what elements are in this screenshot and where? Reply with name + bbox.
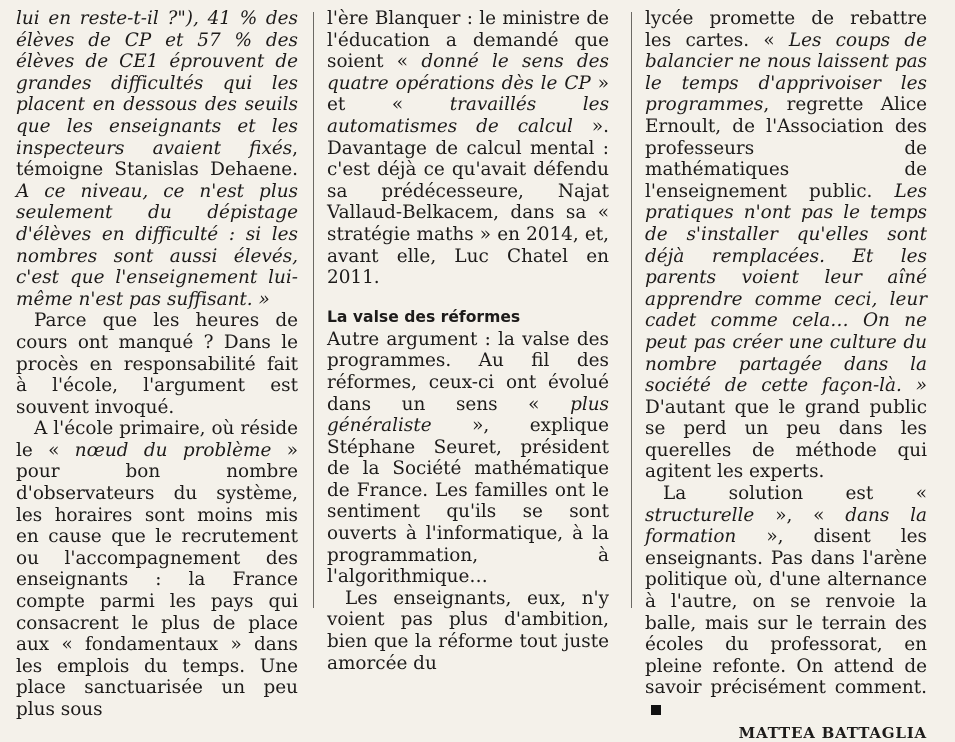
paragraph <box>16 310 298 418</box>
text-segment: l'ère Blanquer : le ministre de l'éducation a demandé que soient « <box>327 8 609 73</box>
author-byline: MATTEA BATTAGLIA <box>738 723 927 742</box>
text-segment: », disent les enseignants. Pas dans l'arène politique où, d'une alternance à l'autre, on se renvoie la balle, mais sur le terrain des écoles du professorat, en pleine refonte. On attend de savoir précisément comment. <box>645 526 927 699</box>
text-segment: , regrette Alice Ernoult, de l'Association des professeurs de mathématiques de l'enseignement public. <box>645 94 927 202</box>
end-of-article-square-icon <box>651 705 661 715</box>
column-divider-2 <box>631 12 632 608</box>
text-segment: Les pratiques n'ont pas le temps de s'installer qu'elles sont déjà remplacées. Et les parents voient leur aîné apprendre comme ceci, leur cadet comme cela… On ne peut pas créer une culture du nombre partagée dans la société de cette façon-là. » <box>645 180 927 397</box>
article-column-2 <box>327 8 609 674</box>
text-segment: Autre argument : la valse des programmes. Au fil des réformes, ceux-ci ont évolué dans un sens « <box>327 328 609 415</box>
text-segment: dans la formation <box>645 504 927 548</box>
text-segment: A ce niveau, ce n'est plus seulement du dépistage d'élèves en difficulté : si les nombres sont aussi élevés, c'est que l'enseignement lui-même n'est pas suffisant. » <box>16 180 298 310</box>
article-column-1 <box>16 8 298 721</box>
column-divider-1 <box>313 12 314 608</box>
paragraph <box>645 8 927 483</box>
paragraph <box>645 483 927 721</box>
text-segment: », explique Stéphane Seuret, président de la Société mathématique de France. Les familles ont le sentiment qu'ils se sont ouverts à l'informatique, à la programmation, à l'algorithmique… <box>327 415 609 588</box>
text-segment: lui en reste-t-il ?"), <box>16 8 208 29</box>
text-segment: travaillés les automatismes de calcul <box>327 94 610 137</box>
text-segment: , témoigne Stanislas Dehaene. <box>16 137 298 181</box>
text-segment: Les enseignants, eux, n'y voient pas plus d'ambition, bien que la réforme tout juste amorcée du <box>327 587 609 674</box>
paragraph <box>16 8 298 310</box>
text-segment: » et « <box>327 72 609 116</box>
paragraph <box>16 418 298 720</box>
article-column-3 <box>645 8 927 742</box>
text-segment: donné le sens des quatre opérations dès le CP <box>327 51 609 94</box>
paragraph <box>327 8 609 289</box>
text-segment: A l'école primaire, où réside le « <box>16 418 298 461</box>
paragraph <box>327 588 609 674</box>
text-segment: lycée promette de rebattre les cartes. « <box>645 8 927 51</box>
text-segment: plus généraliste <box>327 393 609 437</box>
section-subheading: La valse des réformes <box>327 307 521 326</box>
text-segment: 41 % des élèves de CP et 57 % des élèves de CE1 éprouvent de grandes difficultés qui les placent en dessous des seuils que les enseignants et les inspecteurs avaient fixés <box>16 8 298 159</box>
paragraph <box>327 329 609 588</box>
text-segment: La solution est « <box>663 483 927 505</box>
text-segment: structurelle <box>645 504 755 526</box>
text-segment: » pour bon nombre d'observateurs du système, les horaires sont moins mis en cause que le recrutement ou l'accompagnement des enseignants : la France compte parmi les pays qui consacrent le plus de place aux « fondamentaux » dans les emplois du temps. Une place sanctuarisée un peu plus sous <box>16 439 298 720</box>
text-segment: Les coups de balancier ne nous laissent pas le temps d'apprivoiser les programmes <box>645 29 927 116</box>
text-segment: nœud du problème <box>74 439 272 461</box>
text-segment: ». Davantage de calcul mental : c'est déjà ce qu'avait défendu sa prédécesseure, Najat Vallaud-Belkacem, dans sa « stratégie maths » en 2014, et, avant elle, Luc Chatel en 2011. <box>327 115 609 289</box>
text-segment: », « <box>754 504 846 526</box>
text-segment: Parce que les heures de cours ont manqué ? Dans le procès en responsabilité fait à l'école, l'argument est souvent invoqué. <box>16 310 298 418</box>
text-segment: D'autant que le grand public se perd un peu dans les querelles de méthode qui agitent les experts. <box>645 396 927 483</box>
